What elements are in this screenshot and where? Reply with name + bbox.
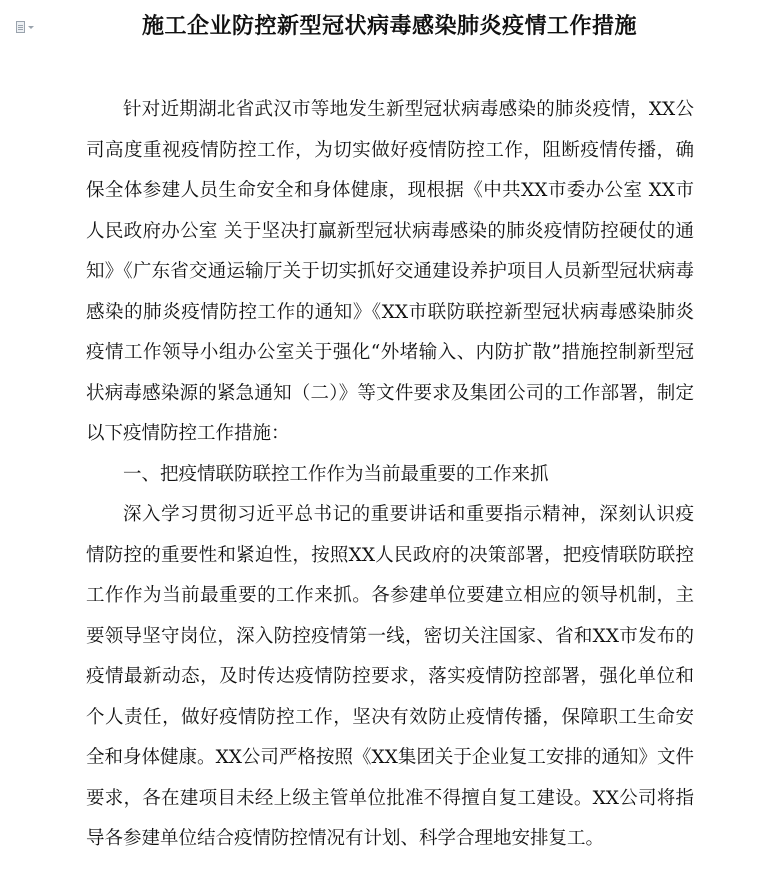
document-body <box>86 90 694 860</box>
section-heading: 一、把疫情联防联控工作作为当前最重要的工作来抓 <box>123 463 549 485</box>
intro-paragraph: 针对近期湖北省武汉市等地发生新型冠状病毒感染的肺炎疫情，XX公司高度重视疫情防控工作，为切实做好疫情防控工作，阻断疫情传播，确保全体参建人员生命安全和身体健康，现根据《中共XX市委办公室 XX市人民政府办公室 关于坚决打赢新型冠状病毒感染的肺炎疫情防控硬仗的通知》《广东省交通运输厅关于切实抓好交通建设养护项目人员新型冠状病毒感染的肺炎疫情防控工作的通知》《XX市联防联控新型冠状病毒感染肺炎疫情工作领导小组办公室关于强化“外堵输入、内防扩散”措施控制新型冠状病毒感染源的紧急通知（二）》等文件要求及集团公司的工作部署，制定以下疫情防控工作措施： <box>86 99 694 444</box>
document-title: 施工企业防控新型冠状病毒感染肺炎疫情工作措施 <box>141 14 637 39</box>
section-paragraph: 深入学习贯彻习近平总书记的重要讲话和重要指示精神，深刻认识疫情防控的重要性和紧迫性，按照XX人民政府的决策部署，把疫情联防联控工作作为当前最重要的工作来抓。各参建单位要建立相应的领导机制，主要领导坚守岗位，深入防控疫情第一线，密切关注国家、省和XX市发布的疫情最新动态，及时传达疫情防控要求，落实疫情防控部署，强化单位和个人责任，做好疫情防控工作，坚决有效防止疫情传播，保障职工生命安全和身体健康。XX公司严格按照《XX集团关于企业复工安排的通知》文件要求，各在建项目未经上级主管单位批准不得擅自复工建设。XX公司将指导各参建单位结合疫情防控情况有计划、科学合理地安排复工。 <box>86 504 694 849</box>
